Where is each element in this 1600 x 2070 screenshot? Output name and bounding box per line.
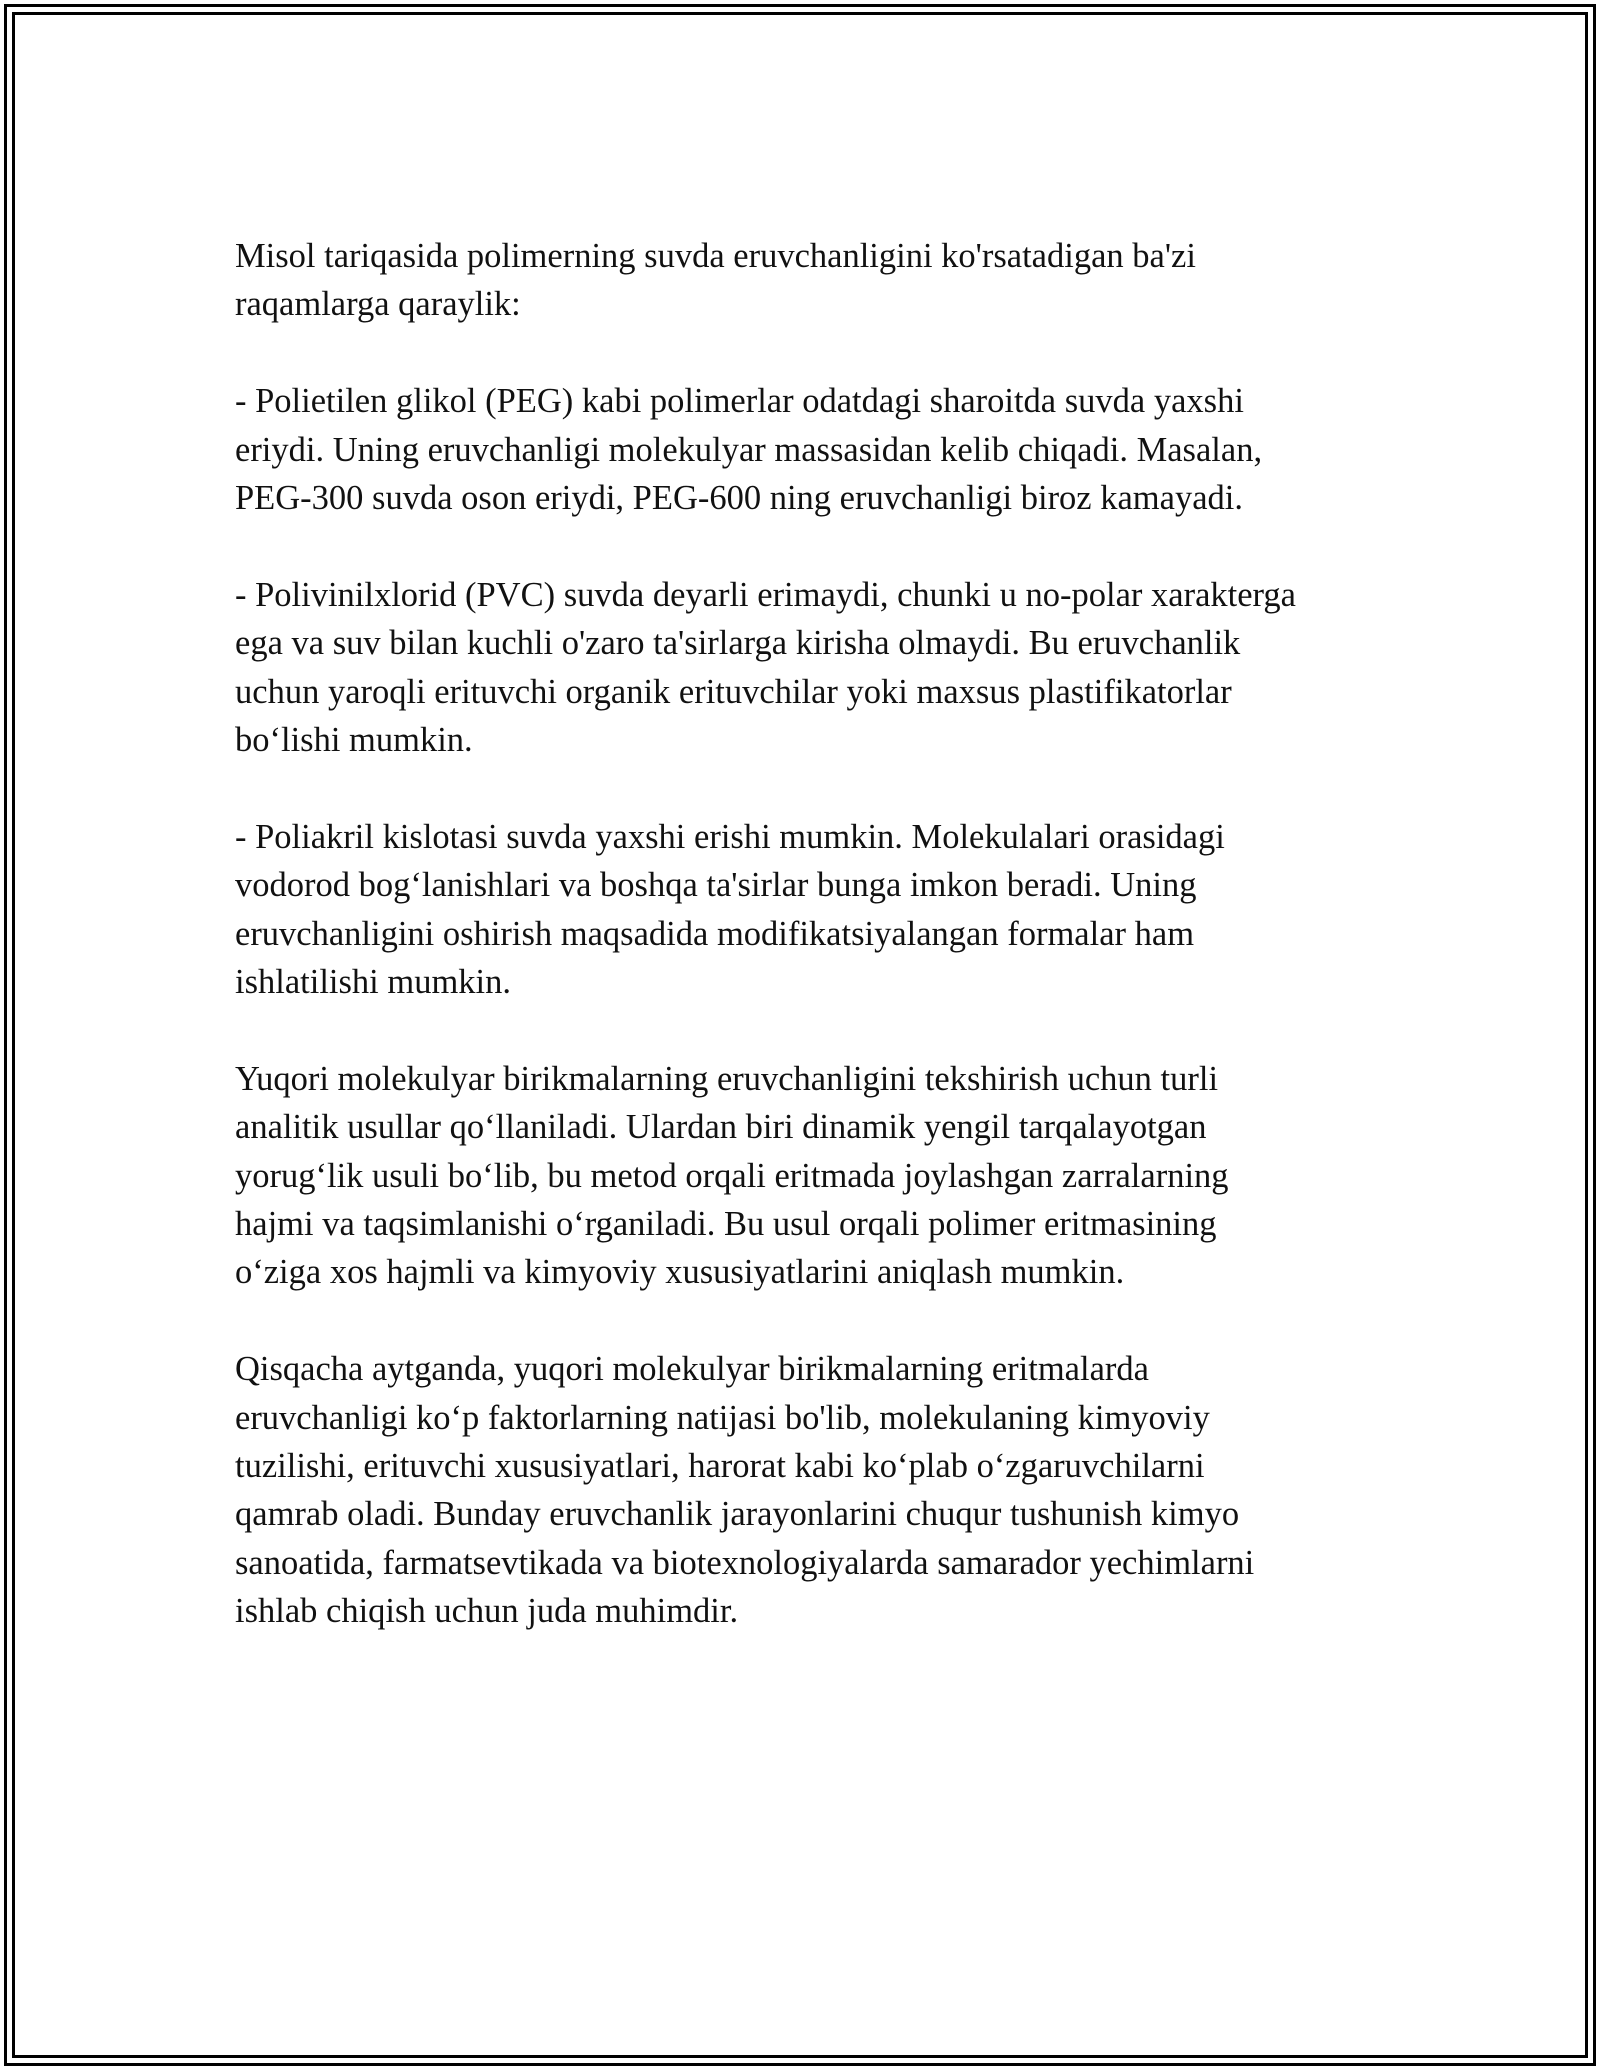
paragraph-summary: Qisqacha aytganda, yuqori molekulyar birikmalarning eritmalarda eruvchanligi koʻp faktorlarning natijasi bo'lib, molekulaning kimyoviy tuzilishi, erituvchi xususiyatlari, harorat kabi koʻplab oʻzgaruvchilarni qamrab oladi. Bunday eruvchanlik jarayonlarini chuqur tushunish kimyo sanoatida, farmatsevtikada va biotexnologiyalarda samarador yechimlarni ishlab chiqish uchun juda muhimdir.	[235, 1350, 1255, 1631]
paragraph-pvc: - Polivinilxlorid (PVC) suvda deyarli erimaydi, chunki u no-polar xarakterga ega va suv bilan kuchli o'zaro ta'sirlarga kirisha olmaydi. Bu eruvchanlik uchun yaroqli erituvchi organik erituvchilar yoki maxsus plastifikatorlar boʻlishi mumkin.	[235, 575, 1296, 760]
paragraph-polyacrylic-acid: - Poliakril kislotasi suvda yaxshi erishi mumkin. Molekulalari orasidagi vodorod bogʻlanishlari va boshqa ta'sirlar bunga imkon beradi. Uning eruvchanligini oshirish maqsadida modifikatsiyalangan formalar ham ishlatilishi mumkin.	[235, 817, 1225, 1002]
paragraph-analytical-methods: Yuqori molekulyar birikmalarning eruvchanligini tekshirish uchun turli analitik usullar qoʻllaniladi. Ulardan biri dinamik yengil tarqalayotgan yorugʻlik usuli boʻlib, bu metod orqali eritmada joylashgan zarralarning hajmi va taqsimlanishi oʻrganiladi. Bu usul orqali polimer eritmasining oʻziga xos hajmli va kimyoviy xususiyatlarini aniqlash mumkin.	[235, 1059, 1229, 1292]
paragraph-peg: - Polietilen glikol (PEG) kabi polimerlar odatdagi sharoitda suvda yaxshi eriydi. Uning eruvchanligi molekulyar massasidan kelib chiqadi. Masalan, PEG-300 suvda oson eriydi, PEG-600 ning eruvchanligi biroz kamayadi.	[235, 382, 1263, 518]
document-body	[235, 232, 1395, 1636]
paragraph-intro: Misol tariqasida polimerning suvda eruvchanligini ko'rsatadigan ba'zi raqamlarga qaraylik:	[235, 237, 1196, 324]
